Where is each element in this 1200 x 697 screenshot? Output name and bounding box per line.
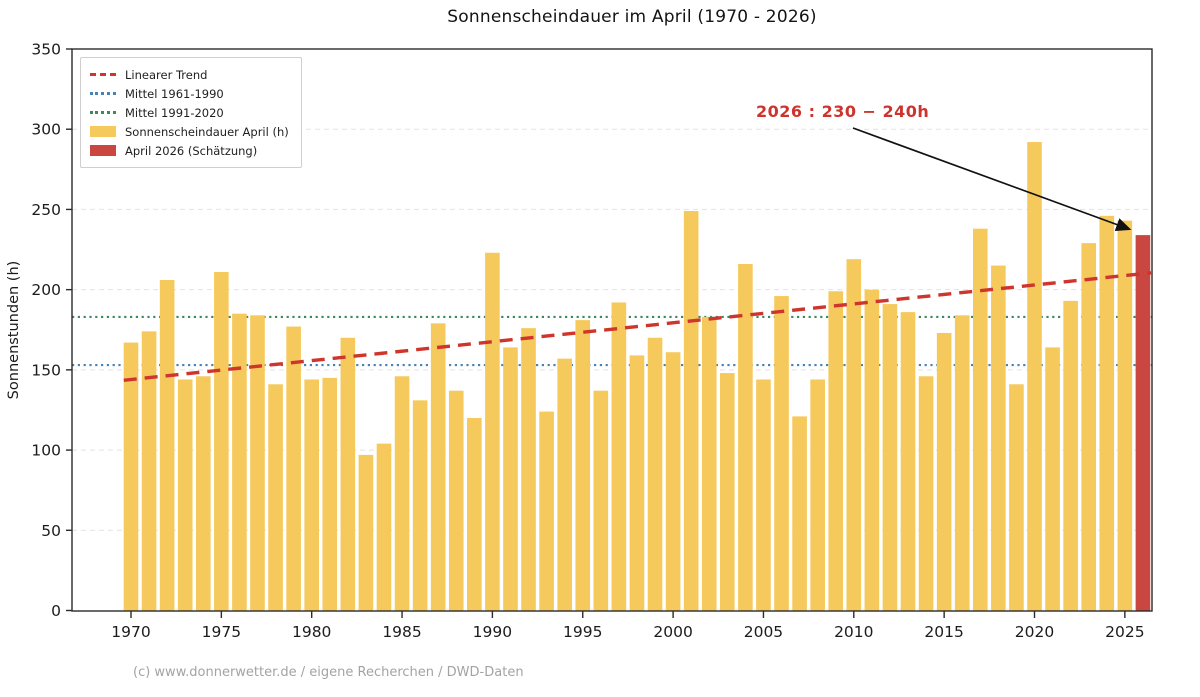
bar-2007 [792,416,807,610]
bar-1993 [539,412,554,611]
bar-1971 [142,331,157,610]
legend-item-1 [90,84,289,103]
legend-item-0 [90,65,289,84]
bar-1999 [648,338,663,611]
bar-2002 [702,317,717,611]
x-tick-label-1990: 1990 [472,623,513,641]
bar-2016 [955,315,970,610]
bar-1990 [485,253,500,611]
footer-credit: (c) www.donnerwetter.de / eigene Recherchen / DWD-Daten [133,665,524,680]
bar-2024 [1099,216,1114,611]
bar-2020 [1027,142,1042,610]
bar-1994 [557,359,572,611]
bar-1975 [214,272,229,611]
legend-item-4 [90,141,289,160]
bar-1981 [322,378,337,611]
bar-2014 [919,376,934,610]
y-tick-label-250: 250 [31,200,61,219]
legend-label: Mittel 1961-1990 [125,86,224,101]
bar-1992 [521,328,536,610]
bar-2025 [1118,221,1133,611]
bar-2000 [666,352,681,610]
bar-1986 [413,400,428,610]
bar-1987 [431,323,446,610]
legend-label: Sonnenscheindauer April (h) [125,124,289,139]
bar-1997 [612,302,627,610]
bar-2022 [1063,301,1078,611]
legend-patch-icon [90,145,116,156]
bar-2026-estimate [1136,235,1151,610]
bar-1979 [286,327,301,611]
bar-2015 [937,333,952,611]
x-tick-label-1980: 1980 [291,623,332,641]
x-tick-label-2025: 2025 [1105,623,1145,641]
bar-1989 [467,418,482,611]
y-tick-label-200: 200 [31,281,61,300]
annotation-arrow [853,128,1129,229]
bar-1985 [395,376,410,610]
legend-label: Linearer Trend [125,67,208,82]
bar-1976 [232,314,247,611]
bar-1996 [594,391,609,611]
bar-1978 [268,384,283,610]
bar-2008 [810,379,825,610]
legend-line-icon [90,111,116,114]
bar-2019 [1009,384,1024,610]
bar-2017 [973,229,988,611]
legend-line-icon [90,73,116,76]
bar-1988 [449,391,464,611]
x-tick-label-2020: 2020 [1014,623,1055,641]
x-tick-label-2000: 2000 [653,623,693,641]
legend-label: April 2026 (Schätzung) [125,143,258,158]
chart-title: Sonnenscheindauer im April (1970 - 2026) [447,7,817,27]
bar-2018 [991,266,1006,611]
bar-1970 [124,343,139,611]
x-tick-label-2010: 2010 [834,623,874,641]
x-tick-label-1995: 1995 [563,623,603,641]
x-tick-label-2015: 2015 [924,623,964,641]
bar-2023 [1081,243,1096,610]
bar-2009 [828,291,843,610]
bar-1995 [575,320,590,610]
legend-item-3 [90,122,289,141]
x-tick-label-1975: 1975 [201,623,242,641]
x-tick-label-1985: 1985 [382,623,422,641]
bar-1982 [341,338,356,611]
y-tick-label-100: 100 [31,441,61,460]
y-tick-label-50: 50 [41,521,61,540]
bar-2021 [1045,347,1060,610]
legend [80,57,302,168]
bar-1998 [630,355,645,610]
legend-line-icon [90,92,116,95]
y-tick-label-350: 350 [31,40,61,59]
annotation-2026-estimate: 2026 : 230 − 240h [756,102,930,121]
legend-patch-icon [90,126,116,137]
x-tick-label-2005: 2005 [743,623,784,641]
bar-2013 [901,312,916,610]
bar-2012 [883,304,898,610]
bar-1991 [503,347,518,610]
bar-2001 [684,211,699,610]
x-tick-label-1970: 1970 [111,623,151,641]
bar-2003 [720,373,735,610]
bar-1984 [377,444,392,611]
bar-1983 [359,455,374,611]
y-axis-label: Sonnenstunden (h) [6,260,22,400]
bar-1974 [196,376,211,610]
y-tick-label-150: 150 [31,361,61,380]
bar-1980 [304,379,319,610]
bar-1972 [160,280,175,610]
bar-2010 [847,259,862,610]
y-tick-label-0: 0 [51,602,61,620]
bar-2006 [774,296,789,610]
bar-2011 [865,290,880,611]
bar-2005 [756,379,771,610]
legend-label: Mittel 1991-2020 [125,105,224,120]
bar-1977 [250,315,265,610]
bar-1973 [178,379,193,610]
y-tick-label-300: 300 [31,120,61,139]
legend-item-2 [90,103,289,122]
